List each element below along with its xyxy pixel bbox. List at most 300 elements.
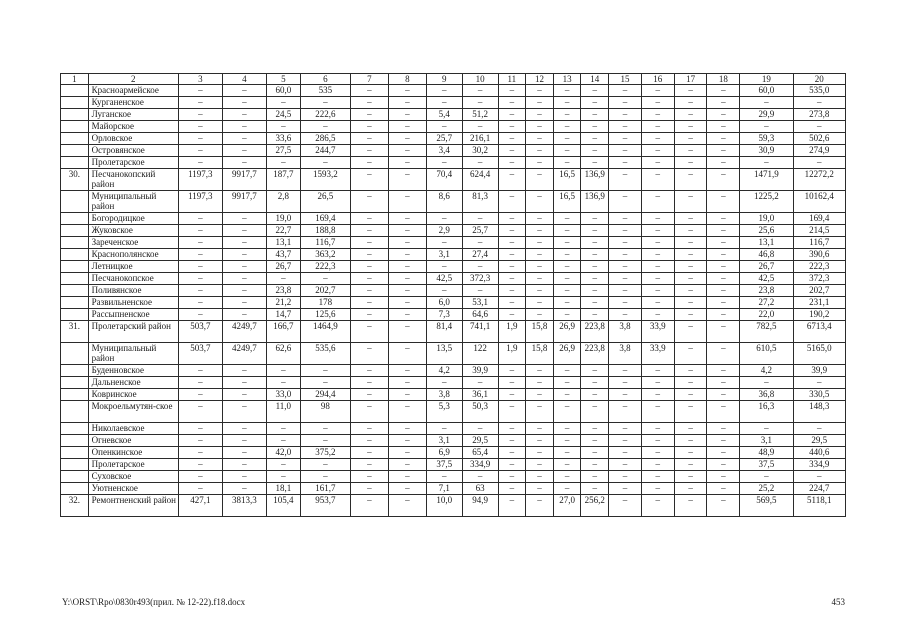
table-cell: –	[388, 145, 426, 157]
table-cell: –	[641, 261, 674, 273]
territory-name-cell: Буденновское	[88, 365, 178, 377]
table-cell: –	[609, 249, 642, 261]
table-cell: –	[222, 273, 266, 285]
table-cell: 216,1	[462, 133, 498, 145]
table-cell: –	[178, 249, 222, 261]
table-cell: –	[581, 285, 609, 297]
table-cell: –	[609, 237, 642, 249]
table-cell: –	[266, 435, 300, 447]
table-cell: –	[641, 121, 674, 133]
table-cell: –	[641, 225, 674, 237]
column-number-header: 1	[61, 74, 89, 85]
table-cell: 1225,2	[740, 191, 793, 213]
table-cell: –	[300, 97, 350, 109]
table-cell: –	[674, 447, 707, 459]
table-cell: 3813,3	[222, 495, 266, 517]
table-cell: –	[222, 285, 266, 297]
table-cell: 1464,9	[300, 321, 350, 343]
table-cell: 7,1	[426, 483, 462, 495]
table-row	[61, 321, 846, 343]
table-cell: –	[178, 213, 222, 225]
table-cell: –	[222, 389, 266, 401]
table-cell: –	[178, 145, 222, 157]
table-cell: 1,9	[498, 321, 526, 343]
row-number-cell	[61, 423, 89, 435]
table-cell: –	[526, 471, 554, 483]
table-cell: –	[526, 483, 554, 495]
table-cell: 12272,2	[793, 169, 845, 191]
table-cell: –	[426, 423, 462, 435]
table-cell: 1471,9	[740, 169, 793, 191]
table-cell: –	[222, 109, 266, 121]
table-cell: 50,3	[462, 401, 498, 423]
table-cell: 363,2	[300, 249, 350, 261]
table-cell: –	[178, 85, 222, 97]
table-cell: –	[388, 447, 426, 459]
table-cell: –	[222, 145, 266, 157]
table-cell: –	[350, 249, 388, 261]
table-cell: –	[553, 273, 581, 285]
column-number-header: 3	[178, 74, 222, 85]
table-cell: –	[300, 459, 350, 471]
table-cell: –	[609, 121, 642, 133]
column-number-header: 16	[641, 74, 674, 85]
table-cell: –	[388, 389, 426, 401]
table-cell: –	[674, 121, 707, 133]
table-cell: –	[222, 85, 266, 97]
table-cell: –	[581, 121, 609, 133]
table-cell: –	[498, 297, 526, 309]
table-cell: –	[526, 249, 554, 261]
table-cell: –	[178, 423, 222, 435]
table-cell: 63	[462, 483, 498, 495]
table-cell: 43,7	[266, 249, 300, 261]
table-cell: –	[498, 121, 526, 133]
table-cell: 624,4	[462, 169, 498, 191]
table-cell: –	[526, 297, 554, 309]
table-cell: –	[462, 97, 498, 109]
table-cell: –	[388, 495, 426, 517]
table-cell: –	[609, 213, 642, 225]
table-cell: –	[609, 483, 642, 495]
table-cell: –	[581, 261, 609, 273]
table-cell: –	[641, 97, 674, 109]
table-cell: –	[526, 133, 554, 145]
table-cell: –	[222, 377, 266, 389]
table-cell: –	[581, 97, 609, 109]
table-cell: 26,7	[266, 261, 300, 273]
table-cell: –	[707, 321, 740, 343]
table-cell: –	[707, 435, 740, 447]
table-cell: 15,8	[526, 343, 554, 365]
table-cell: –	[553, 483, 581, 495]
table-cell: –	[641, 447, 674, 459]
table-cell: –	[707, 157, 740, 169]
table-cell: 503,7	[178, 321, 222, 343]
table-cell: 535,0	[793, 85, 845, 97]
table-cell: –	[498, 377, 526, 389]
table-cell: –	[498, 273, 526, 285]
row-number-cell	[61, 447, 89, 459]
table-cell: –	[222, 237, 266, 249]
table-cell: 223,8	[581, 343, 609, 365]
table-cell: –	[707, 365, 740, 377]
table-cell: 3,8	[609, 321, 642, 343]
table-cell: –	[300, 423, 350, 435]
table-cell: 116,7	[300, 237, 350, 249]
table-cell: –	[553, 365, 581, 377]
table-cell: 16,5	[553, 169, 581, 191]
table-cell: –	[178, 285, 222, 297]
table-cell: –	[300, 121, 350, 133]
table-cell: 64,6	[462, 309, 498, 321]
table-cell: 569,5	[740, 495, 793, 517]
table-cell: –	[641, 109, 674, 121]
table-cell: –	[707, 309, 740, 321]
row-number-cell	[61, 389, 89, 401]
table-cell: 53,1	[462, 297, 498, 309]
table-cell: –	[553, 261, 581, 273]
table-cell: –	[581, 297, 609, 309]
table-cell: –	[388, 365, 426, 377]
table-cell: 202,7	[793, 285, 845, 297]
table-cell: –	[426, 237, 462, 249]
page-number: 453	[831, 597, 845, 607]
table-cell: 222,3	[793, 261, 845, 273]
table-cell: –	[581, 273, 609, 285]
table-cell: –	[641, 377, 674, 389]
table-cell: –	[526, 261, 554, 273]
table-cell: –	[553, 377, 581, 389]
table-row	[61, 297, 846, 309]
column-number-header: 19	[740, 74, 793, 85]
table-cell: –	[526, 109, 554, 121]
column-number-header: 14	[581, 74, 609, 85]
table-cell: –	[178, 121, 222, 133]
table-cell: –	[388, 97, 426, 109]
row-number-cell: 32.	[61, 495, 89, 517]
table-cell: –	[609, 389, 642, 401]
table-cell: –	[581, 459, 609, 471]
territory-name-cell: Краснополянское	[88, 249, 178, 261]
row-number-cell	[61, 213, 89, 225]
row-number-cell	[61, 483, 89, 495]
table-cell: –	[498, 191, 526, 213]
table-cell: 105,4	[266, 495, 300, 517]
column-number-header: 12	[526, 74, 554, 85]
table-cell: 16,3	[740, 401, 793, 423]
table-cell: –	[526, 389, 554, 401]
table-cell: –	[674, 309, 707, 321]
row-number-cell	[61, 85, 89, 97]
table-cell: –	[707, 121, 740, 133]
table-cell: –	[707, 285, 740, 297]
table-cell: –	[581, 145, 609, 157]
table-cell: –	[581, 483, 609, 495]
table-cell: –	[609, 447, 642, 459]
row-number-cell	[61, 343, 89, 365]
table-cell: 535	[300, 85, 350, 97]
table-cell: –	[222, 471, 266, 483]
table-cell: –	[609, 365, 642, 377]
table-cell: –	[222, 133, 266, 145]
table-cell: –	[388, 237, 426, 249]
table-cell: –	[178, 109, 222, 121]
footer-file-path: Y:\ORST\Rpo\0830r493(прил. № 12-22).f18.docx	[62, 597, 246, 607]
table-cell: 33,9	[641, 343, 674, 365]
table-cell: –	[222, 121, 266, 133]
table-cell: 2,9	[426, 225, 462, 237]
table-cell: –	[707, 237, 740, 249]
table-cell: –	[266, 365, 300, 377]
table-cell: –	[793, 377, 845, 389]
table-cell: –	[674, 237, 707, 249]
table-row	[61, 483, 846, 495]
row-number-cell	[61, 309, 89, 321]
column-number-header: 18	[707, 74, 740, 85]
table-cell: 27,0	[553, 495, 581, 517]
table-cell: 26,7	[740, 261, 793, 273]
table-cell: –	[641, 145, 674, 157]
table-cell: –	[498, 471, 526, 483]
table-cell: –	[222, 483, 266, 495]
table-cell: –	[674, 423, 707, 435]
table-cell: 6,0	[426, 297, 462, 309]
table-cell: –	[350, 285, 388, 297]
column-number-header: 5	[266, 74, 300, 85]
table-cell: –	[498, 365, 526, 377]
table-cell: –	[300, 365, 350, 377]
table-cell: –	[793, 423, 845, 435]
table-cell: –	[222, 157, 266, 169]
territory-name-cell: Жуковское	[88, 225, 178, 237]
table-cell: –	[581, 401, 609, 423]
table-cell: –	[350, 213, 388, 225]
table-cell: –	[350, 191, 388, 213]
table-cell: –	[178, 471, 222, 483]
table-row	[61, 213, 846, 225]
table-cell: –	[178, 459, 222, 471]
table-cell: –	[641, 471, 674, 483]
table-row	[61, 157, 846, 169]
table-cell: 39,9	[793, 365, 845, 377]
territory-name-cell: Опенкинское	[88, 447, 178, 459]
table-cell: –	[707, 225, 740, 237]
table-cell: –	[707, 459, 740, 471]
table-cell: 222,3	[300, 261, 350, 273]
table-cell: –	[462, 85, 498, 97]
table-cell: –	[498, 447, 526, 459]
table-row	[61, 447, 846, 459]
table-cell: –	[388, 213, 426, 225]
column-number-header: 4	[222, 74, 266, 85]
table-cell: –	[388, 423, 426, 435]
table-cell: –	[526, 157, 554, 169]
table-cell: –	[350, 121, 388, 133]
table-cell: –	[178, 377, 222, 389]
table-cell: –	[674, 213, 707, 225]
table-cell: –	[426, 285, 462, 297]
table-row	[61, 225, 846, 237]
table-cell: 2,8	[266, 191, 300, 213]
table-cell: 42,0	[266, 447, 300, 459]
row-number-cell	[61, 225, 89, 237]
table-cell: 19,0	[740, 213, 793, 225]
table-cell: –	[526, 365, 554, 377]
table-cell: –	[581, 85, 609, 97]
table-cell: –	[609, 309, 642, 321]
table-cell: 535,6	[300, 343, 350, 365]
table-cell: –	[553, 285, 581, 297]
table-cell: –	[740, 121, 793, 133]
table-cell: –	[553, 447, 581, 459]
row-number-cell	[61, 237, 89, 249]
table-cell: –	[793, 471, 845, 483]
table-cell: –	[674, 321, 707, 343]
table-cell: –	[388, 191, 426, 213]
table-cell: 3,4	[426, 145, 462, 157]
table-cell: –	[498, 423, 526, 435]
column-number-header: 9	[426, 74, 462, 85]
table-cell: –	[462, 237, 498, 249]
table-cell: 16,5	[553, 191, 581, 213]
table-cell: –	[707, 273, 740, 285]
table-cell: –	[388, 169, 426, 191]
table-cell: –	[462, 285, 498, 297]
table-cell: –	[178, 483, 222, 495]
table-cell: –	[707, 343, 740, 365]
table-row	[61, 495, 846, 517]
table-cell: 390,6	[793, 249, 845, 261]
table-cell: –	[581, 237, 609, 249]
table-cell: –	[178, 401, 222, 423]
table-cell: –	[674, 459, 707, 471]
table-cell: –	[609, 471, 642, 483]
table-cell: –	[526, 447, 554, 459]
table-cell: –	[498, 483, 526, 495]
table-cell: 98	[300, 401, 350, 423]
table-cell: –	[674, 389, 707, 401]
territory-name-cell: Пролетарский район	[88, 321, 178, 343]
table-cell: 148,3	[793, 401, 845, 423]
table-cell: –	[707, 297, 740, 309]
table-cell: –	[707, 423, 740, 435]
table-cell: –	[581, 365, 609, 377]
table-cell: –	[581, 157, 609, 169]
table-cell: 36,1	[462, 389, 498, 401]
row-number-cell	[61, 401, 89, 423]
table-cell: –	[462, 471, 498, 483]
table-cell: 3,1	[740, 435, 793, 447]
territory-name-cell: Муниципальный район	[88, 191, 178, 213]
table-cell: –	[426, 471, 462, 483]
table-cell: –	[526, 213, 554, 225]
table-cell: –	[526, 191, 554, 213]
table-cell: 25,7	[462, 225, 498, 237]
data-table	[60, 73, 846, 517]
table-cell: –	[498, 97, 526, 109]
table-cell: 46,8	[740, 249, 793, 261]
table-cell: –	[674, 401, 707, 423]
table-cell: –	[581, 435, 609, 447]
table-cell: –	[609, 273, 642, 285]
table-cell: –	[674, 471, 707, 483]
table-cell: –	[462, 121, 498, 133]
table-cell: –	[462, 377, 498, 389]
table-cell: –	[300, 435, 350, 447]
table-row	[61, 377, 846, 389]
table-cell: 48,9	[740, 447, 793, 459]
table-cell: –	[740, 423, 793, 435]
table-cell: 39,9	[462, 365, 498, 377]
table-cell: 782,5	[740, 321, 793, 343]
table-cell: –	[178, 225, 222, 237]
table-row	[61, 97, 846, 109]
table-cell: 136,9	[581, 169, 609, 191]
table-cell: –	[426, 121, 462, 133]
table-cell: 27,2	[740, 297, 793, 309]
table-cell: 4249,7	[222, 343, 266, 365]
table-cell: –	[462, 261, 498, 273]
table-cell: –	[222, 225, 266, 237]
table-cell: 1,9	[498, 343, 526, 365]
table-cell: –	[498, 237, 526, 249]
table-cell: 334,9	[793, 459, 845, 471]
table-cell: –	[674, 435, 707, 447]
table-cell: 161,7	[300, 483, 350, 495]
table-cell: –	[793, 97, 845, 109]
table-row	[61, 121, 846, 133]
table-cell: –	[581, 133, 609, 145]
table-cell: –	[526, 121, 554, 133]
table-cell: –	[707, 447, 740, 459]
table-cell: –	[707, 377, 740, 389]
table-cell: –	[674, 285, 707, 297]
table-cell: –	[674, 483, 707, 495]
table-cell: –	[222, 249, 266, 261]
table-cell: –	[222, 297, 266, 309]
table-cell: 330,5	[793, 389, 845, 401]
table-cell: 94,9	[462, 495, 498, 517]
table-cell: –	[350, 133, 388, 145]
table-cell: –	[350, 471, 388, 483]
table-cell: 166,7	[266, 321, 300, 343]
table-cell: –	[350, 261, 388, 273]
table-cell: –	[581, 389, 609, 401]
table-cell: 273,8	[793, 109, 845, 121]
table-cell: –	[498, 285, 526, 297]
table-cell: –	[641, 423, 674, 435]
table-cell: –	[581, 309, 609, 321]
table-cell: –	[350, 365, 388, 377]
table-cell: 15,8	[526, 321, 554, 343]
table-cell: –	[707, 483, 740, 495]
table-cell: –	[609, 157, 642, 169]
table-row	[61, 191, 846, 213]
table-cell: 372,3	[462, 273, 498, 285]
table-cell: –	[674, 157, 707, 169]
table-cell: 33,0	[266, 389, 300, 401]
table-cell: –	[300, 471, 350, 483]
table-cell: –	[300, 273, 350, 285]
table-cell: –	[388, 273, 426, 285]
table-cell: –	[498, 459, 526, 471]
table-cell: –	[553, 157, 581, 169]
table-cell: –	[498, 85, 526, 97]
table-row	[61, 249, 846, 261]
table-cell: –	[300, 377, 350, 389]
table-cell: 26,9	[553, 321, 581, 343]
